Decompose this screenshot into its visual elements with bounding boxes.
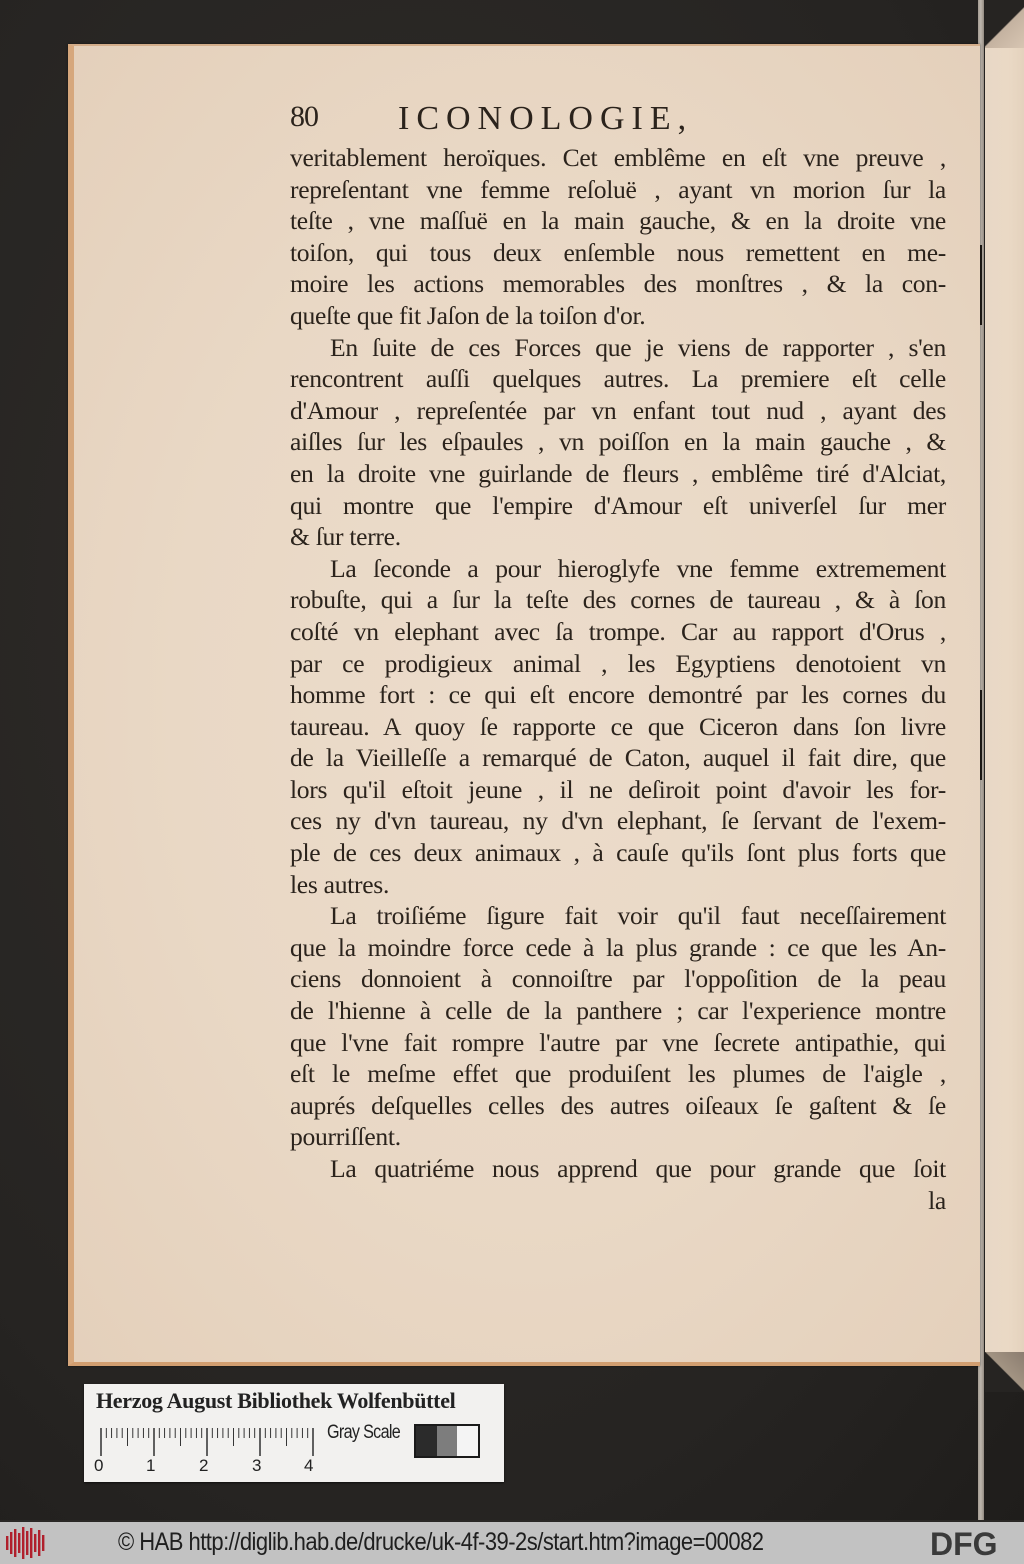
text-line: taureau. A quoy ſe rapporte ce que Ciceron dans ſon livre — [290, 711, 946, 741]
ruler-label: 0 — [94, 1456, 104, 1475]
swatch-light — [457, 1426, 478, 1456]
page-text — [290, 98, 946, 1216]
text-line: eſt le meſme effet que produiſent les plumes de l'aigle , — [290, 1059, 946, 1089]
text-line: qui montre que l'empire d'Amour eſt univerſel ſur mer — [290, 490, 946, 520]
ruler-label: 4 — [304, 1456, 314, 1475]
text-line: veritablement heroïques. Cet emblême en eſt vne preuve , — [290, 143, 946, 172]
text-line: robuſte, qui a ſur la teſte des cornes de taureau , & à ſon — [290, 585, 946, 615]
text-line: en la droite vne guirlande de fleurs , emblême tiré d'Alciat, — [290, 458, 946, 488]
library-name: Herzog August Bibliothek Wolfenbüttel — [96, 1388, 456, 1413]
text-line: que la moindre force cede à la plus grande : ce que les An- — [290, 932, 946, 962]
next-page-corner-bottom — [985, 1352, 1024, 1392]
swatch-dark — [416, 1426, 437, 1456]
ruler-labels — [94, 1456, 334, 1478]
gray-scale-label: Gray Scale — [327, 1422, 401, 1443]
ruler-label: 2 — [199, 1456, 209, 1475]
running-head — [290, 98, 946, 142]
text-line: les autres. — [290, 869, 390, 899]
text-line: La ſeconde a pour hieroglyfe vne femme extremement — [330, 553, 946, 583]
text-line: queſte que fit Jaſon de la toiſon d'or. — [290, 300, 646, 330]
catchword: la — [928, 1185, 946, 1215]
text-line: que l'vne fait rompre l'autre par vne ſecrete antipathie, qui — [290, 1027, 946, 1057]
text-line: ple de ces deux animaux , à cauſe qu'ils ſont plus forts que — [290, 838, 946, 868]
text-line: La troiſiéme ſigure fait voir qu'il faut neceſſairement — [330, 901, 946, 931]
dfg-logo-icon: DFG — [930, 1526, 998, 1562]
text-line: par ce prodigieux animal , les Egyptiens denotoient vn — [290, 648, 946, 678]
text-line: d'Amour , repreſentée par vn enfant tout nud , ayant des — [290, 395, 946, 425]
ruler-label: 3 — [252, 1456, 262, 1475]
gray-scale-swatches — [414, 1424, 480, 1458]
text-line: aiſles ſur les eſpaules , vn poiſſon en la main gauche , & — [290, 427, 946, 457]
hab-logo-icon — [4, 1526, 46, 1560]
text-line: ces ny d'vn taureau, ny d'vn elephant, ſe ſervant de l'exem- — [290, 806, 946, 836]
text-line: repreſentant vne femme reſoluë , ayant vn morion ſur la — [290, 174, 946, 204]
spine-mark — [980, 245, 982, 325]
spine-mark — [980, 690, 982, 760]
running-title: ICONOLOGIE, — [398, 100, 694, 137]
text-line: lors qu'il eſtoit jeune , il ne deſiroit point d'avoir les for- — [290, 774, 946, 804]
text-line: coſté vn elephant avec ſa trompe. Car au rapport d'Orus , — [290, 616, 946, 646]
body-paragraphs — [290, 142, 946, 1185]
text-line: En ſuite de ces Forces que je viens de rapporter , s'en — [330, 332, 946, 362]
text-line: & ſur terre. — [290, 522, 401, 552]
text-line: toiſon, qui tous deux enſemble nous remettent en me- — [290, 237, 946, 267]
ruler-scale — [100, 1426, 316, 1456]
text-line: auprés deſquelles celles des autres oiſeaux ſe gaſtent & ſe — [290, 1090, 946, 1120]
book-page — [68, 44, 980, 1366]
copyright-link[interactable]: © HAB http://diglib.hab.de/drucke/uk-4f-39-2s/start.htm?image=00082 — [118, 1528, 764, 1556]
ruler-label: 1 — [146, 1456, 156, 1475]
text-line: moire les actions memorables des monſtres , & la con- — [290, 269, 946, 299]
text-line: La quatriéme nous apprend que pour grande que ſoit — [330, 1154, 946, 1183]
text-line: pourriſſent. — [290, 1122, 401, 1152]
text-line: ciens donnoient à connoiſtre par l'oppoſition de la peau — [290, 964, 946, 994]
text-line: de la Vieilleſſe a remarqué de Caton, auquel il fait dire, que — [290, 743, 946, 773]
footer-bar — [0, 1522, 1024, 1564]
text-line: rencontrent auſſi quelques autres. La premiere eſt celle — [290, 364, 946, 394]
facing-page-edge — [985, 48, 1024, 1353]
text-line: teſte , vne maſſuë en la main gauche, & en la droite vne — [290, 206, 946, 236]
spine-mark — [980, 760, 982, 780]
calibration-card — [84, 1384, 504, 1482]
next-page-corner — [985, 0, 1024, 52]
page-number: 80 — [290, 100, 318, 133]
text-line: homme fort : ce qui eſt encore demontré par les cornes du — [290, 680, 946, 710]
text-line: de l'hienne à celle de la panthere ; car l'experience montre — [290, 996, 946, 1026]
swatch-mid — [437, 1426, 458, 1456]
